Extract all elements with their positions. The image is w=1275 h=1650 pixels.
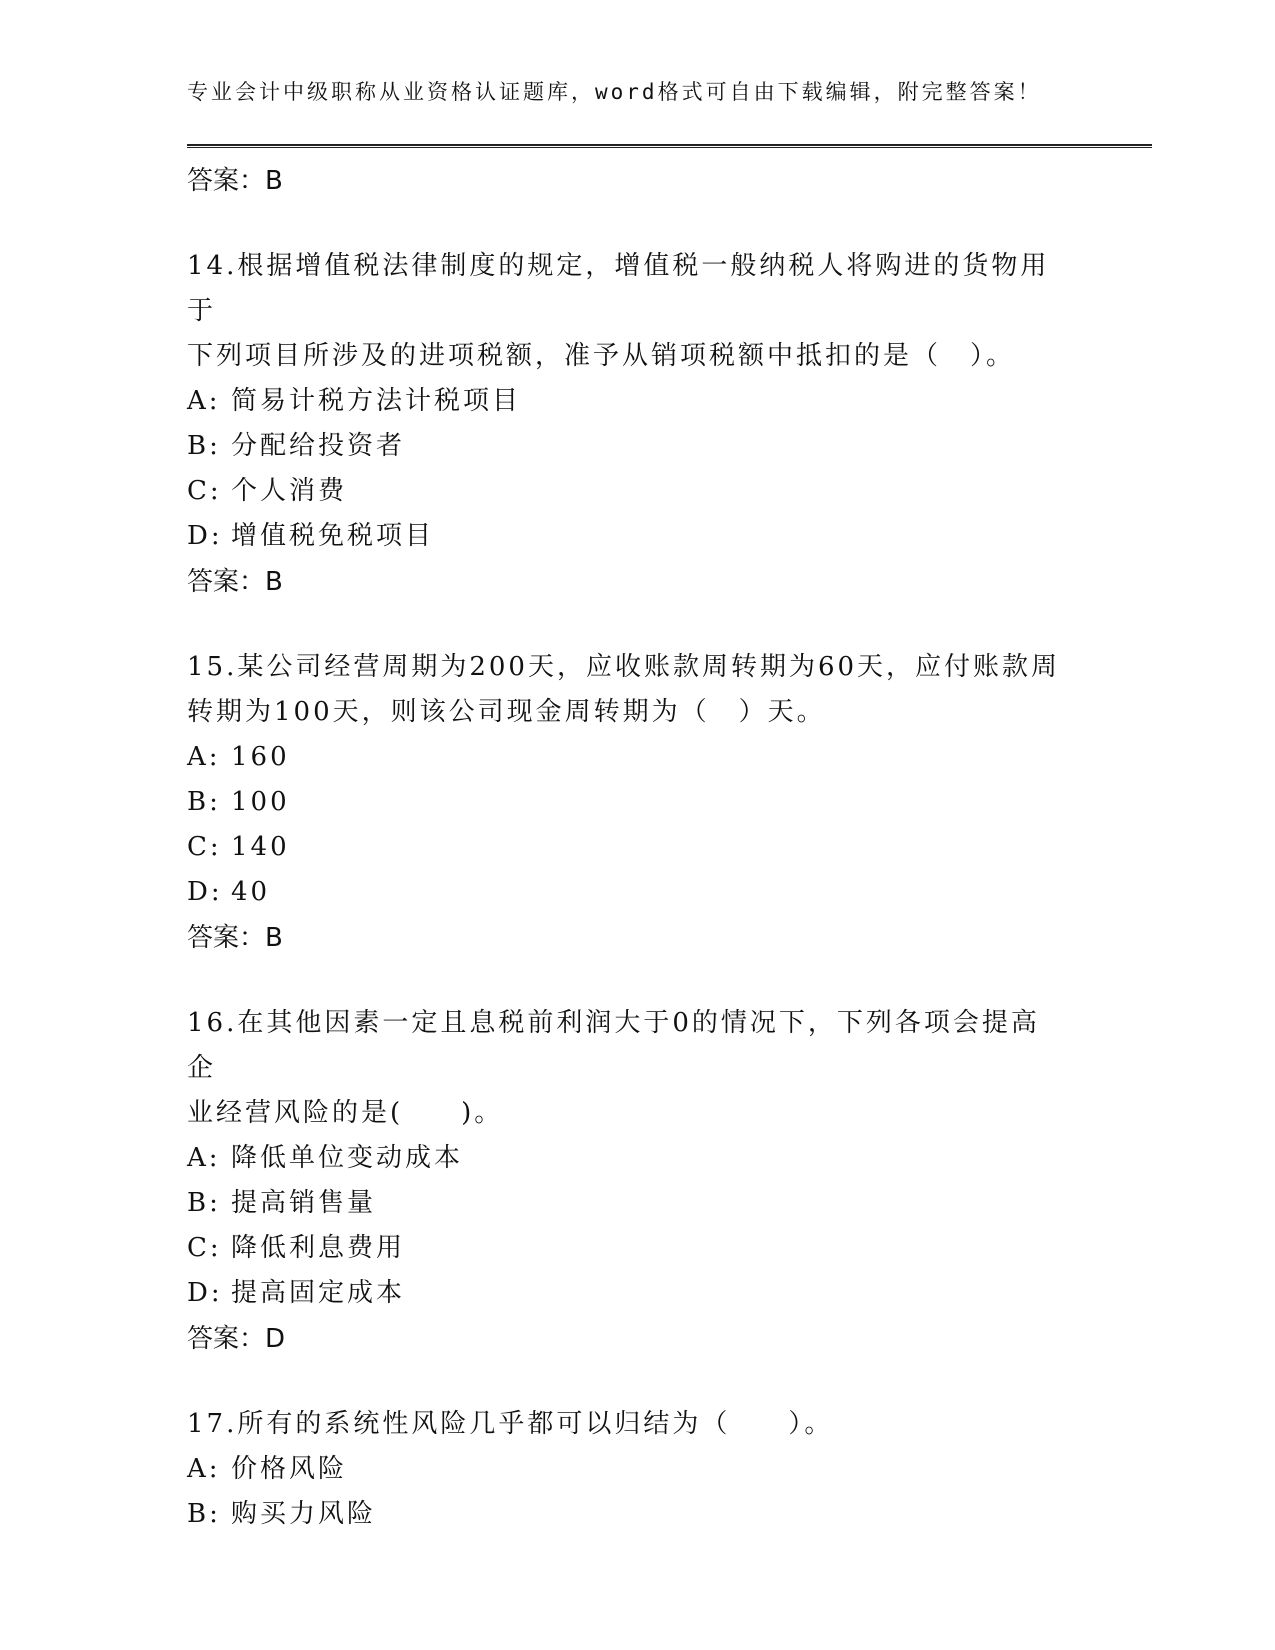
option-text: 个人消费 — [231, 476, 348, 506]
option-text: 增值税免税项目 — [231, 521, 435, 551]
option-b — [187, 1181, 1087, 1226]
option-key: C: — [187, 1233, 222, 1263]
question-17 — [187, 1402, 1087, 1537]
header-divider — [187, 144, 1152, 148]
page-header: 专业会计中级职称从业资格认证题库，word格式可自由下载编辑，附完整答案！ — [187, 80, 1042, 104]
question-stem: 15.某公司经营周期为200天，应收账款周转期为60天，应付账款周 转期为100天，则该公司现金周转期为（ ）天。 — [187, 652, 1061, 727]
option-key: B: — [187, 1188, 221, 1218]
option-text: 简易计税方法计税项目 — [231, 386, 522, 416]
option-key: D: — [187, 521, 223, 551]
option-c — [187, 825, 1087, 870]
option-text: 购买力风险 — [231, 1499, 377, 1529]
option-c — [187, 1226, 1087, 1271]
question-stem: 16.在其他因素一定且息税前利润大于0的情况下，下列各项会提高企 业经营风险的是( )。 — [187, 1008, 1040, 1128]
option-key: A: — [187, 1143, 221, 1173]
option-text: 降低单位变动成本 — [231, 1143, 464, 1173]
option-a — [187, 735, 1087, 780]
option-key: B: — [187, 787, 221, 817]
option-b — [187, 780, 1087, 825]
question-stem: 14.根据增值税法律制度的规定，增值税一般纳税人将购进的货物用于 下列项目所涉及的进项税额，准予从销项税额中抵扣的是（ ）。 — [187, 251, 1050, 371]
option-text: 140 — [231, 832, 290, 862]
option-key: D: — [187, 877, 223, 907]
option-text: 降低利息费用 — [231, 1233, 406, 1263]
option-a — [187, 1447, 1087, 1492]
option-d — [187, 870, 1087, 915]
option-key: C: — [187, 832, 222, 862]
option-key: C: — [187, 476, 222, 506]
question-15 — [187, 645, 1087, 961]
option-key: A: — [187, 386, 221, 416]
option-text: 提高固定成本 — [231, 1278, 406, 1308]
question-list — [187, 158, 1087, 1537]
option-d — [187, 1271, 1087, 1316]
option-key: A: — [187, 742, 221, 772]
option-text: 40 — [231, 877, 271, 907]
option-key: B: — [187, 1499, 221, 1529]
previous-answer: 答案：B — [187, 166, 283, 196]
option-text: 分配给投资者 — [231, 431, 406, 461]
option-key: A: — [187, 1454, 221, 1484]
option-b — [187, 424, 1087, 469]
option-b — [187, 1492, 1087, 1537]
option-key: D: — [187, 1278, 223, 1308]
option-c — [187, 469, 1087, 514]
answer-line: 答案：B — [187, 567, 283, 597]
option-text: 160 — [231, 742, 290, 772]
question-14 — [187, 244, 1087, 605]
option-text: 价格风险 — [231, 1454, 348, 1484]
option-a — [187, 1136, 1087, 1181]
answer-line: 答案：B — [187, 923, 283, 953]
option-d — [187, 514, 1087, 559]
question-16 — [187, 1001, 1087, 1362]
option-text: 提高销售量 — [231, 1188, 377, 1218]
option-a — [187, 379, 1087, 424]
option-text: 100 — [231, 787, 290, 817]
option-key: B: — [187, 431, 221, 461]
question-stem: 17.所有的系统性风险几乎都可以归结为（ ）。 — [187, 1409, 834, 1439]
answer-line: 答案：D — [187, 1324, 286, 1354]
